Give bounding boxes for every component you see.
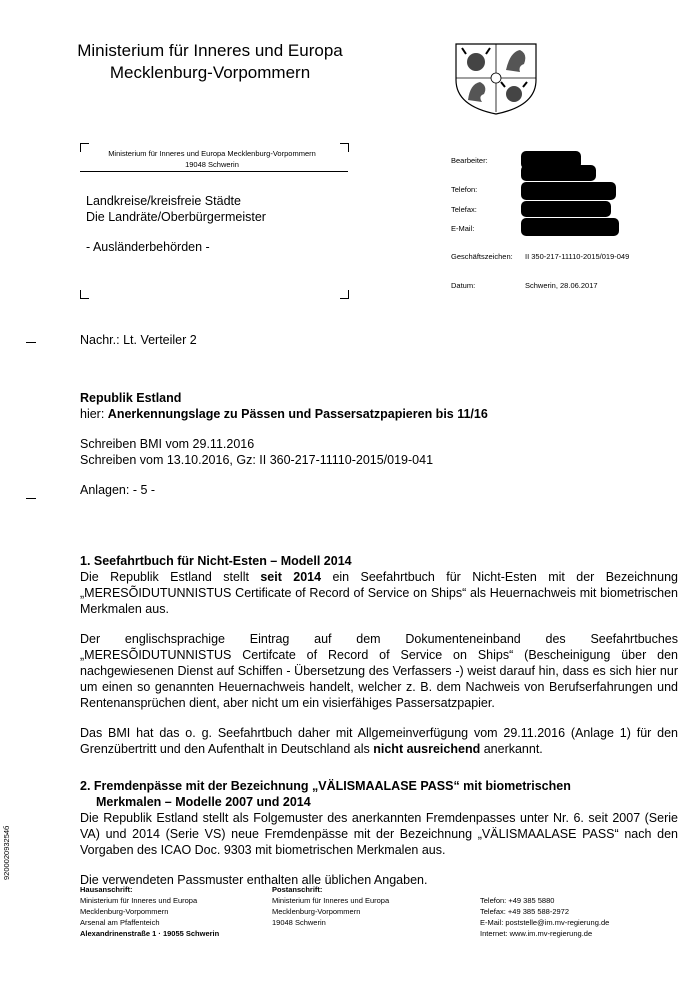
side-document-number: 920002093254б bbox=[2, 825, 11, 880]
text-run-bold: nicht ausreichend bbox=[373, 742, 481, 756]
recipient-line-1: Landkreise/kreisfreie Städte bbox=[86, 194, 241, 208]
redaction-bar bbox=[521, 182, 616, 200]
section-1-heading: 1. Seefahrtbuch für Nicht-Esten – Modell 2014 bbox=[80, 554, 352, 568]
fold-mark bbox=[26, 342, 36, 343]
fold-mark bbox=[26, 498, 36, 499]
address-frame-corner bbox=[80, 143, 89, 152]
footer-fax: Telefax: +49 385 588-2972 bbox=[480, 907, 570, 916]
footer-label: Postanschrift: bbox=[272, 885, 323, 894]
subject-block bbox=[80, 390, 678, 498]
coat-of-arms-icon bbox=[448, 40, 544, 116]
ministry-header bbox=[60, 40, 360, 84]
section-2-paragraph-1: Die Republik Estland stellt als Folgemuster des anerkannten Fremdenpasses unter Nr. 6. seit 2007 (Serie VA) und 2014 (Serie VS) neue Fremdenpässe mit der Bezeichnung „VÄLISMAALASE PASS“ nach den Vorgaben des ICAO Doc. 9303 mit biometrischen Merkmalen aus. bbox=[80, 811, 678, 857]
footer-label: Hausanschrift: bbox=[80, 885, 133, 894]
telefax-label: Telefax: bbox=[451, 205, 477, 214]
subject-title: Republik Estland bbox=[80, 391, 182, 405]
footer-internet: Internet: www.im.mv-regierung.de bbox=[480, 929, 593, 938]
sender-divider bbox=[80, 171, 348, 172]
sender-line bbox=[92, 148, 332, 170]
address-frame-corner bbox=[80, 290, 89, 299]
text-run: Die Republik Estland stellt bbox=[80, 570, 261, 584]
reference-1: Schreiben BMI vom 29.11.2016 bbox=[80, 437, 255, 451]
subject-hier-prefix: hier: bbox=[80, 407, 108, 421]
reference-2: Schreiben vom 13.10.2016, Gz: II 360-217-11110-2015/019-041 bbox=[80, 453, 434, 467]
text-run: Das BMI hat das o. g. Seefahrtbuch daher mit Allgemeinverfügung vom 29.11.2016 (Anlage 1) für den Grenzübertritt und den Aufenthalt in Deutschland als bbox=[80, 726, 678, 756]
text-run-bold: seit 2014 bbox=[260, 570, 322, 584]
ministry-state: Mecklenburg-Vorpommern bbox=[109, 63, 311, 82]
subject-hier bbox=[80, 406, 678, 422]
subject-hier-text: Anerkennungslage zu Pässen und Passersatzpapieren bis 11/16 bbox=[107, 407, 488, 421]
address-frame-corner bbox=[340, 143, 349, 152]
datum-value: Schwerin, 28.06.2017 bbox=[525, 281, 598, 290]
text-run: anerkannt. bbox=[480, 742, 543, 756]
sender-line-2: 19048 Schwerin bbox=[185, 160, 239, 169]
section-1 bbox=[80, 553, 678, 757]
footer-line: Ministerium für Inneres und Europa bbox=[272, 896, 390, 905]
footer-line: 19048 Schwerin bbox=[272, 918, 326, 927]
footer-email: E-Mail: poststelle@im.mv-regierung.de bbox=[480, 918, 610, 927]
footer-line: Arsenal am Pfaffenteich bbox=[80, 918, 160, 927]
recipient-line-2: Die Landräte/Oberbürgermeister bbox=[86, 210, 266, 224]
anlagen: Anlagen: - 5 - bbox=[80, 483, 156, 497]
footer-hausanschrift bbox=[80, 884, 219, 939]
section-1-paragraph-3 bbox=[80, 725, 678, 757]
datum-label: Datum: bbox=[451, 281, 476, 290]
section-2-heading-line-1: 2. Fremdenpässe mit der Bezeichnung „VÄLISMAALASE PASS“ mit biometrischen bbox=[80, 779, 571, 793]
footer-line: Mecklenburg-Vorpommern bbox=[80, 907, 169, 916]
address-frame-corner bbox=[340, 290, 349, 299]
section-1-paragraph-2: Der englischsprachige Eintrag auf dem Dokumenteneinband des Seefahrtbuches „MERESÕIDUTUNNISTUS Certifcate of Record of Service on Ships“ (Bescheinigung über den nachgewiesenen Dienst auf Schiffen - Übersetzung des Verfassers -) weist darauf hin, dass es sich hier nur um einen so genannten Heuernachweis handelt, welcher z. B. dem Nachweis von Berufserfahrungen und Rentenansprüchen dient, aber nicht um ein visierfähiges Passersatzpapier. bbox=[80, 632, 678, 710]
redaction-bar bbox=[521, 165, 596, 181]
geschaeftszeichen-value: II 350-217-11110-2015/019-049 bbox=[525, 252, 630, 261]
email-label: E-Mail: bbox=[451, 224, 475, 233]
geschaeftszeichen-label: Geschäftszeichen: bbox=[451, 252, 513, 261]
telefon-label: Telefon: bbox=[451, 185, 478, 194]
recipient-address bbox=[86, 193, 266, 255]
section-1-paragraph-1 bbox=[80, 569, 678, 617]
footer-line: Mecklenburg-Vorpommern bbox=[272, 907, 361, 916]
footer-line: Alexandrinenstraße 1 · 19055 Schwerin bbox=[80, 929, 220, 938]
recipient-line-3: - Ausländerbehörden - bbox=[86, 240, 210, 254]
bearbeiter-label: Bearbeiter: bbox=[451, 156, 488, 165]
footer-line: Ministerium für Inneres und Europa bbox=[80, 896, 198, 905]
section-2 bbox=[80, 778, 678, 888]
sender-line-1: Ministerium für Inneres und Europa Mecklenburg-Vorpommern bbox=[108, 149, 316, 158]
section-2-heading-line-2: Merkmalen – Modelle 2007 und 2014 bbox=[96, 795, 311, 809]
redaction-bar bbox=[521, 218, 619, 236]
ministry-name: Ministerium für Inneres und Europa bbox=[77, 41, 343, 60]
text-run: ein Seefahrtbuch für Nicht-Esten mit der Bezeichnung „MERESÕIDUTUNNISTUS Certificate of Record of Service on Ships“ als Heuernachweis mit biometrischen Merkmalen aus. bbox=[80, 570, 678, 616]
redaction-bar bbox=[521, 201, 611, 217]
footer-contact bbox=[480, 895, 609, 939]
section-2-paragraph-2: Die verwendeten Passmuster enthalten alle üblichen Angaben. bbox=[80, 873, 428, 887]
footer-postanschrift bbox=[272, 884, 389, 928]
nachr-line: Nachr.: Lt. Verteiler 2 bbox=[80, 333, 197, 347]
footer-phone: Telefon: +49 385 5880 bbox=[480, 896, 555, 905]
